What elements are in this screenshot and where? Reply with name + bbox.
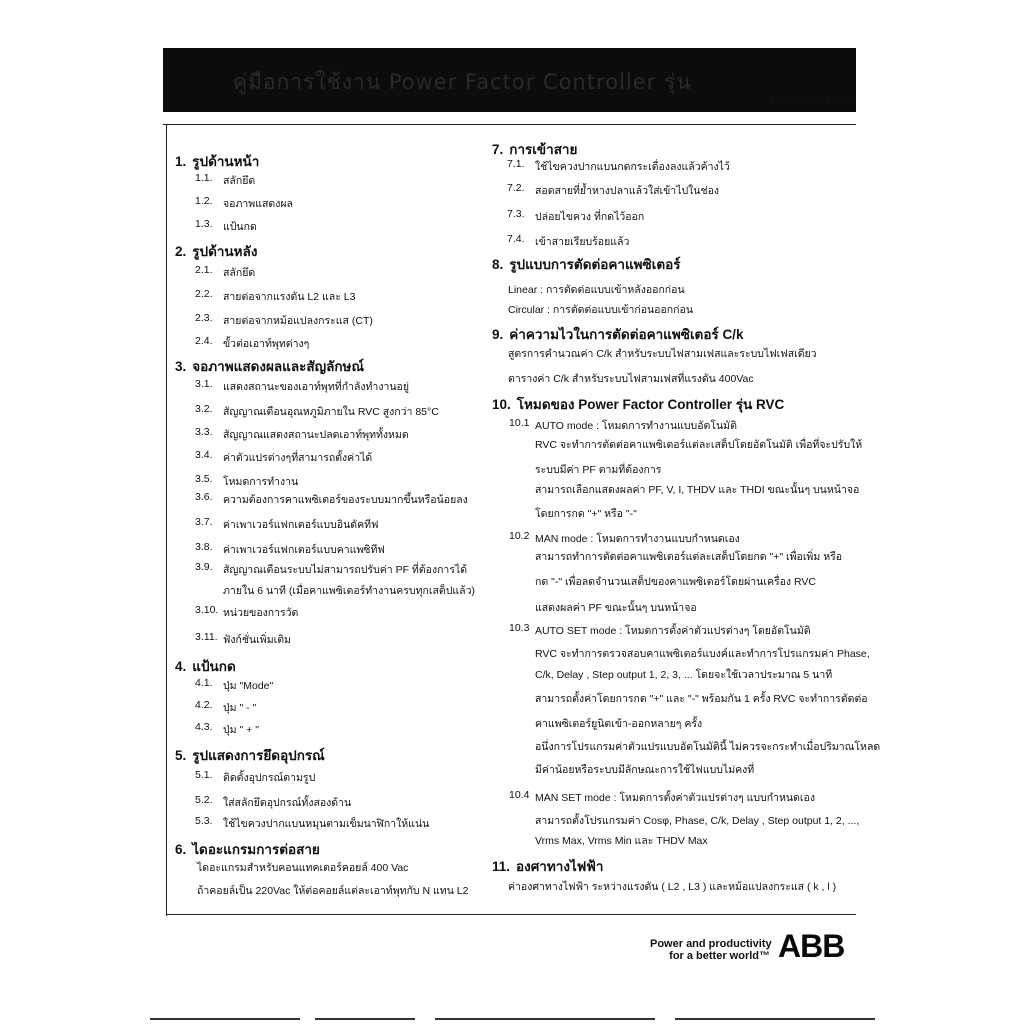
item-number: 4.2. [195, 699, 213, 711]
section-title: รูปแบบการตัดต่อคาแพซิเตอร์ [509, 257, 681, 272]
item-number: 3.4. [195, 449, 213, 461]
item-number: 7.2. [507, 182, 525, 194]
item-text: โหมดการทำงาน [223, 476, 299, 488]
item-text: ปุ่ม " + " [223, 724, 259, 736]
continuation-line: กด "-" เพื่อลดจำนวนเสต็ปของคาแพซิเตอร์โดยผ่านเครื่อง RVC [535, 576, 816, 588]
item-text: ฟังก์ชั่นเพิ่มเติม [223, 634, 291, 646]
item-text: ค่าเพาเวอร์แฟกเตอร์แบบอินดัคทีฟ [223, 519, 379, 531]
item-text: AUTO SET mode : โหมดการตั้งค่าตัวแปรต่างๆ โดยอัตโนมัติ [535, 625, 811, 637]
tagline-line-2: for a better world™ [669, 950, 770, 962]
item-number: 5.2. [195, 794, 213, 806]
item-text: สัญญาณแสดงสถานะปลดเอาท์พุททั้งหมด [223, 429, 409, 441]
section-title: รูปด้านหลัง [192, 244, 258, 259]
list-item [195, 264, 525, 278]
continuation-line: คาแพซิเตอร์ยูนิตเข้า-ออกหลายๆ ครั้ง [535, 718, 703, 730]
item-number: 3.9. [195, 561, 213, 573]
paragraph-line: ถ้าคอยล์เป็น 220Vac ให้ต่อคอยล์แต่ละเอาท์พุทกับ N แทน L2 [197, 885, 469, 897]
item-number: 3.2. [195, 403, 213, 415]
subsection-item [509, 417, 839, 431]
list-item [195, 631, 525, 645]
section-title: การเข้าสาย [509, 142, 578, 157]
item-text: แสดงสถานะของเอาท์พุทที่กำลังทำงานอยู่ [223, 381, 409, 393]
item-number: 10.3 [509, 622, 530, 634]
item-number: 7.4. [507, 233, 525, 245]
item-text: สลักยึด [223, 267, 256, 279]
item-text: สัญญาณเตือนอุณหภูมิภายใน RVC สูงกว่า 85°C [223, 406, 439, 418]
item-text: จอภาพแสดงผล [223, 198, 293, 210]
subsection-item [509, 789, 839, 803]
item-number: 3.6. [195, 491, 213, 503]
subsection-item [509, 530, 839, 544]
list-item [195, 378, 525, 392]
document-title: คู่มือการใช้งาน Power Factor Controller รุ่น [233, 70, 692, 94]
item-text: เข้าสายเรียบร้อยแล้ว [535, 236, 630, 248]
list-item [507, 158, 837, 172]
item-number: 1.3. [195, 218, 213, 230]
section-title: แป้นกด [192, 659, 236, 674]
item-number: 5.3. [195, 815, 213, 827]
item-number: 7.1. [507, 158, 525, 170]
item-text: ใส่สลักยึดอุปกรณ์ทั้งสองด้าน [223, 797, 352, 809]
item-text: ปุ่ม " - " [223, 702, 257, 714]
page-bottom-rule-3 [435, 1018, 655, 1020]
paragraph-line: ไดอะแกรมสำหรับคอนแทคเตอร์คอยล์ 400 Vac [197, 862, 409, 874]
section-title: องศาทางไฟฟ้า [516, 859, 604, 874]
list-item [195, 172, 525, 186]
subsection-item [509, 622, 839, 636]
list-item [195, 604, 525, 618]
section-number: 4. [175, 659, 187, 674]
list-item [195, 699, 525, 713]
list-item [195, 769, 525, 783]
list-item [195, 561, 525, 575]
section-number: 3. [175, 359, 187, 374]
continuation-line: สามารถเลือกแสดงผลค่า PF, V, I, THDV และ THDI ขณะนั้นๆ บนหน้าจอ [535, 484, 860, 496]
item-number: 3.1. [195, 378, 213, 390]
item-number: 2.2. [195, 288, 213, 300]
item-text: ค่าเพาเวอร์แฟกเตอร์แบบคาแพซิทีฟ [223, 544, 385, 556]
item-text: MAN SET mode : โหมดการตั้งค่าตัวแปรต่างๆ แบบกำหนดเอง [535, 792, 815, 804]
abb-logo: ABB [778, 928, 845, 964]
section-heading [492, 393, 784, 415]
item-number: 1.2. [195, 195, 213, 207]
left-rule [166, 124, 167, 916]
continuation-line: โดยการกด "+" หรือ "-" [535, 508, 637, 520]
item-text: แป้นกด [223, 221, 257, 233]
section-heading [492, 138, 577, 160]
continuation-line: อนึ่งการโปรแกรมค่าตัวแปรแบบอัตโนมัตินี้ ไม่ควรจะกระทำเมื่อปริมาณโหลด [535, 741, 881, 753]
item-number: 10.4 [509, 789, 530, 801]
section-heading [492, 323, 743, 345]
paragraph-line: Circular : การตัดต่อแบบเข้าก่อนออกก่อน [508, 304, 693, 316]
list-item [195, 218, 525, 232]
continuation-line: มีค่าน้อยหรือระบบมีลักษณะการใช้ไฟแบบไม่คงที่ [535, 764, 755, 776]
paragraph-line: ค่าองศาทางไฟฟ้า ระหว่างแรงดัน ( L2 , L3 ) และหม้อแปลงกระแส ( k , l ) [508, 881, 837, 893]
list-item [195, 541, 525, 555]
list-item [195, 677, 525, 691]
item-number: 7.3. [507, 208, 525, 220]
section-heading [492, 253, 680, 275]
page-bottom-rule-4 [675, 1018, 875, 1020]
continuation-line: C/k, Delay , Step output 1, 2, 3, ... โดยจะใช้เวลาประมาณ 5 นาที [535, 669, 833, 681]
section-heading [492, 855, 603, 877]
right-column [487, 0, 881, 1024]
continuation-line: RVC จะทำการตรวจสอบคาแพซิเตอร์แบงค์และทำการโปรแกรมค่า Phase, [535, 648, 870, 660]
continuation-line: Vrms Max, Vrms Min และ THDV Max [535, 835, 708, 847]
section-number: 8. [492, 257, 504, 272]
item-number: 3.8. [195, 541, 213, 553]
list-item [195, 815, 525, 829]
list-item [195, 491, 525, 505]
item-text: สายต่อจากหม้อแปลงกระแส (CT) [223, 315, 373, 327]
continuation-line: สามารถทำการตัดต่อคาแพซิเตอร์แต่ละเสต็ปโดยกด "+" เพื่อเพิ่ม หรือ [535, 551, 843, 563]
section-title: ค่าความไวในการตัดต่อคาแพซิเตอร์ C/k [509, 327, 744, 342]
continuation-line: สามารถตั้งโปรแกรมค่า Cosφ, Phase, C/k, Delay , Step output 1, 2, ..., [535, 815, 860, 827]
item-number: 4.1. [195, 677, 213, 689]
section-number: 2. [175, 244, 187, 259]
list-item [195, 288, 525, 302]
section-number: 10. [492, 397, 511, 412]
item-text: ปุ่ม "Mode" [223, 680, 274, 692]
item-number: 5.1. [195, 769, 213, 781]
item-text: ปล่อยไขควง ที่กดไว้ออก [535, 211, 645, 223]
left-column [170, 0, 480, 1024]
item-text: สอดสายที่ย้ำหางปลาแล้วใส่เข้าไปในช่อง [535, 185, 720, 197]
item-text: สลักยึด [223, 175, 256, 187]
item-number: 3.10. [195, 604, 219, 616]
list-item [507, 182, 837, 196]
section-heading [175, 355, 364, 377]
item-text: ความต้องการคาแพซิเตอร์ของระบบมากขึ้นหรือน้อยลง [223, 494, 468, 506]
section-number: 5. [175, 748, 187, 763]
section-title: ไดอะแกรมการต่อสาย [192, 842, 320, 857]
section-title: รูปด้านหน้า [192, 154, 260, 169]
continuation-line: สามารถตั้งค่าโดยการกด "+" และ "-" พร้อมกัน 1 ครั้ง RVC จะทำการตัดต่อ [535, 693, 868, 705]
section-number: 9. [492, 327, 504, 342]
item-text: MAN mode : โหมดการทำงานแบบกำหนดเอง [535, 533, 740, 545]
item-text: ติดตั้งอุปกรณ์ตามรูป [223, 772, 316, 784]
list-item [195, 516, 525, 530]
list-item [195, 721, 525, 735]
section-heading [175, 744, 325, 766]
item-text: สายต่อจากแรงดัน L2 และ L3 [223, 291, 356, 303]
item-text: หน่วยของการวัด [223, 607, 299, 619]
item-text: สัญญาณเตือนระบบไม่สามารถปรับค่า PF ที่ต้องการได้ [223, 564, 468, 576]
list-item [507, 233, 837, 247]
item-number: 3.5. [195, 473, 213, 485]
item-number: 1.1. [195, 172, 213, 184]
item-text: ค่าตัวแปรต่างๆที่สามารถตั้งค่าได้ [223, 452, 373, 464]
page-bottom-rule-1 [150, 1018, 300, 1020]
item-number: 4.3. [195, 721, 213, 733]
paragraph-line: ตารางค่า C/k สำหรับระบบไฟสามเฟสที่แรงดัน 400Vac [508, 373, 754, 385]
list-item [195, 473, 525, 487]
list-item [195, 403, 525, 417]
item-number: 3.7. [195, 516, 213, 528]
list-item [195, 335, 525, 349]
item-number: 10.1 [509, 417, 530, 429]
continuation-line: ระบบมีค่า PF ตามที่ต้องการ [535, 464, 662, 476]
section-heading [175, 240, 257, 262]
section-title: รูปแสดงการยึดอุปกรณ์ [192, 748, 325, 763]
item-number: 2.3. [195, 312, 213, 324]
section-title: จอภาพแสดงผลและสัญลักษณ์ [192, 359, 364, 374]
section-number: 7. [492, 142, 504, 157]
paragraph-line: Linear : การตัดต่อแบบเข้าหลังออกก่อน [508, 284, 685, 296]
list-item [195, 426, 525, 440]
item-number: 3.11. [195, 631, 218, 643]
list-item [195, 449, 525, 463]
continuation-line: RVC จะทำการตัดต่อคาแพซิเตอร์แต่ละเสต็ปโดยอัตโนมัติ เพื่อที่จะปรับให้ [535, 439, 863, 451]
item-text: ขั้วต่อเอาท์พุทต่างๆ [223, 338, 310, 350]
section-heading [175, 150, 259, 172]
page-bottom-rule-2 [315, 1018, 415, 1020]
section-heading [175, 838, 320, 860]
item-number: 2.4. [195, 335, 213, 347]
section-heading [175, 655, 236, 677]
item-number: 10.2 [509, 530, 530, 542]
tagline-line-1: Power and productivity [650, 938, 772, 950]
item-number: 2.1. [195, 264, 213, 276]
item-number: 3.3. [195, 426, 213, 438]
abb-tagline [650, 938, 770, 962]
list-item [507, 208, 837, 222]
item-text: ใช้ไขควงปากแบนกดกระเดื่องลงแล้วค้างไว้ [535, 161, 730, 173]
list-item [195, 312, 525, 326]
document-code: 2GSB030201-0715 [769, 95, 856, 106]
section-number: 6. [175, 842, 187, 857]
section-number: 1. [175, 154, 187, 169]
continuation-line: ภายใน 6 นาที (เมื่อคาแพซิเตอร์ทำงานครบทุกเสต็ปแล้ว) [223, 585, 475, 597]
section-title: โหมดของ Power Factor Controller รุ่น RVC [516, 397, 785, 412]
item-text: AUTO mode : โหมดการทำงานแบบอัตโนมัติ [535, 420, 737, 432]
paragraph-line: สูตรการคำนวณค่า C/k สำหรับระบบไฟสามเฟสและระบบไฟเฟสเดียว [508, 348, 817, 360]
continuation-line: แสดงผลค่า PF ขณะนั้นๆ บนหน้าจอ [535, 602, 697, 614]
item-text: ใช้ไขควงปากแบนหมุนตามเข็มนาฬิกาให้แน่น [223, 818, 430, 830]
list-item [195, 195, 525, 209]
list-item [195, 794, 525, 808]
section-number: 11. [492, 859, 511, 874]
